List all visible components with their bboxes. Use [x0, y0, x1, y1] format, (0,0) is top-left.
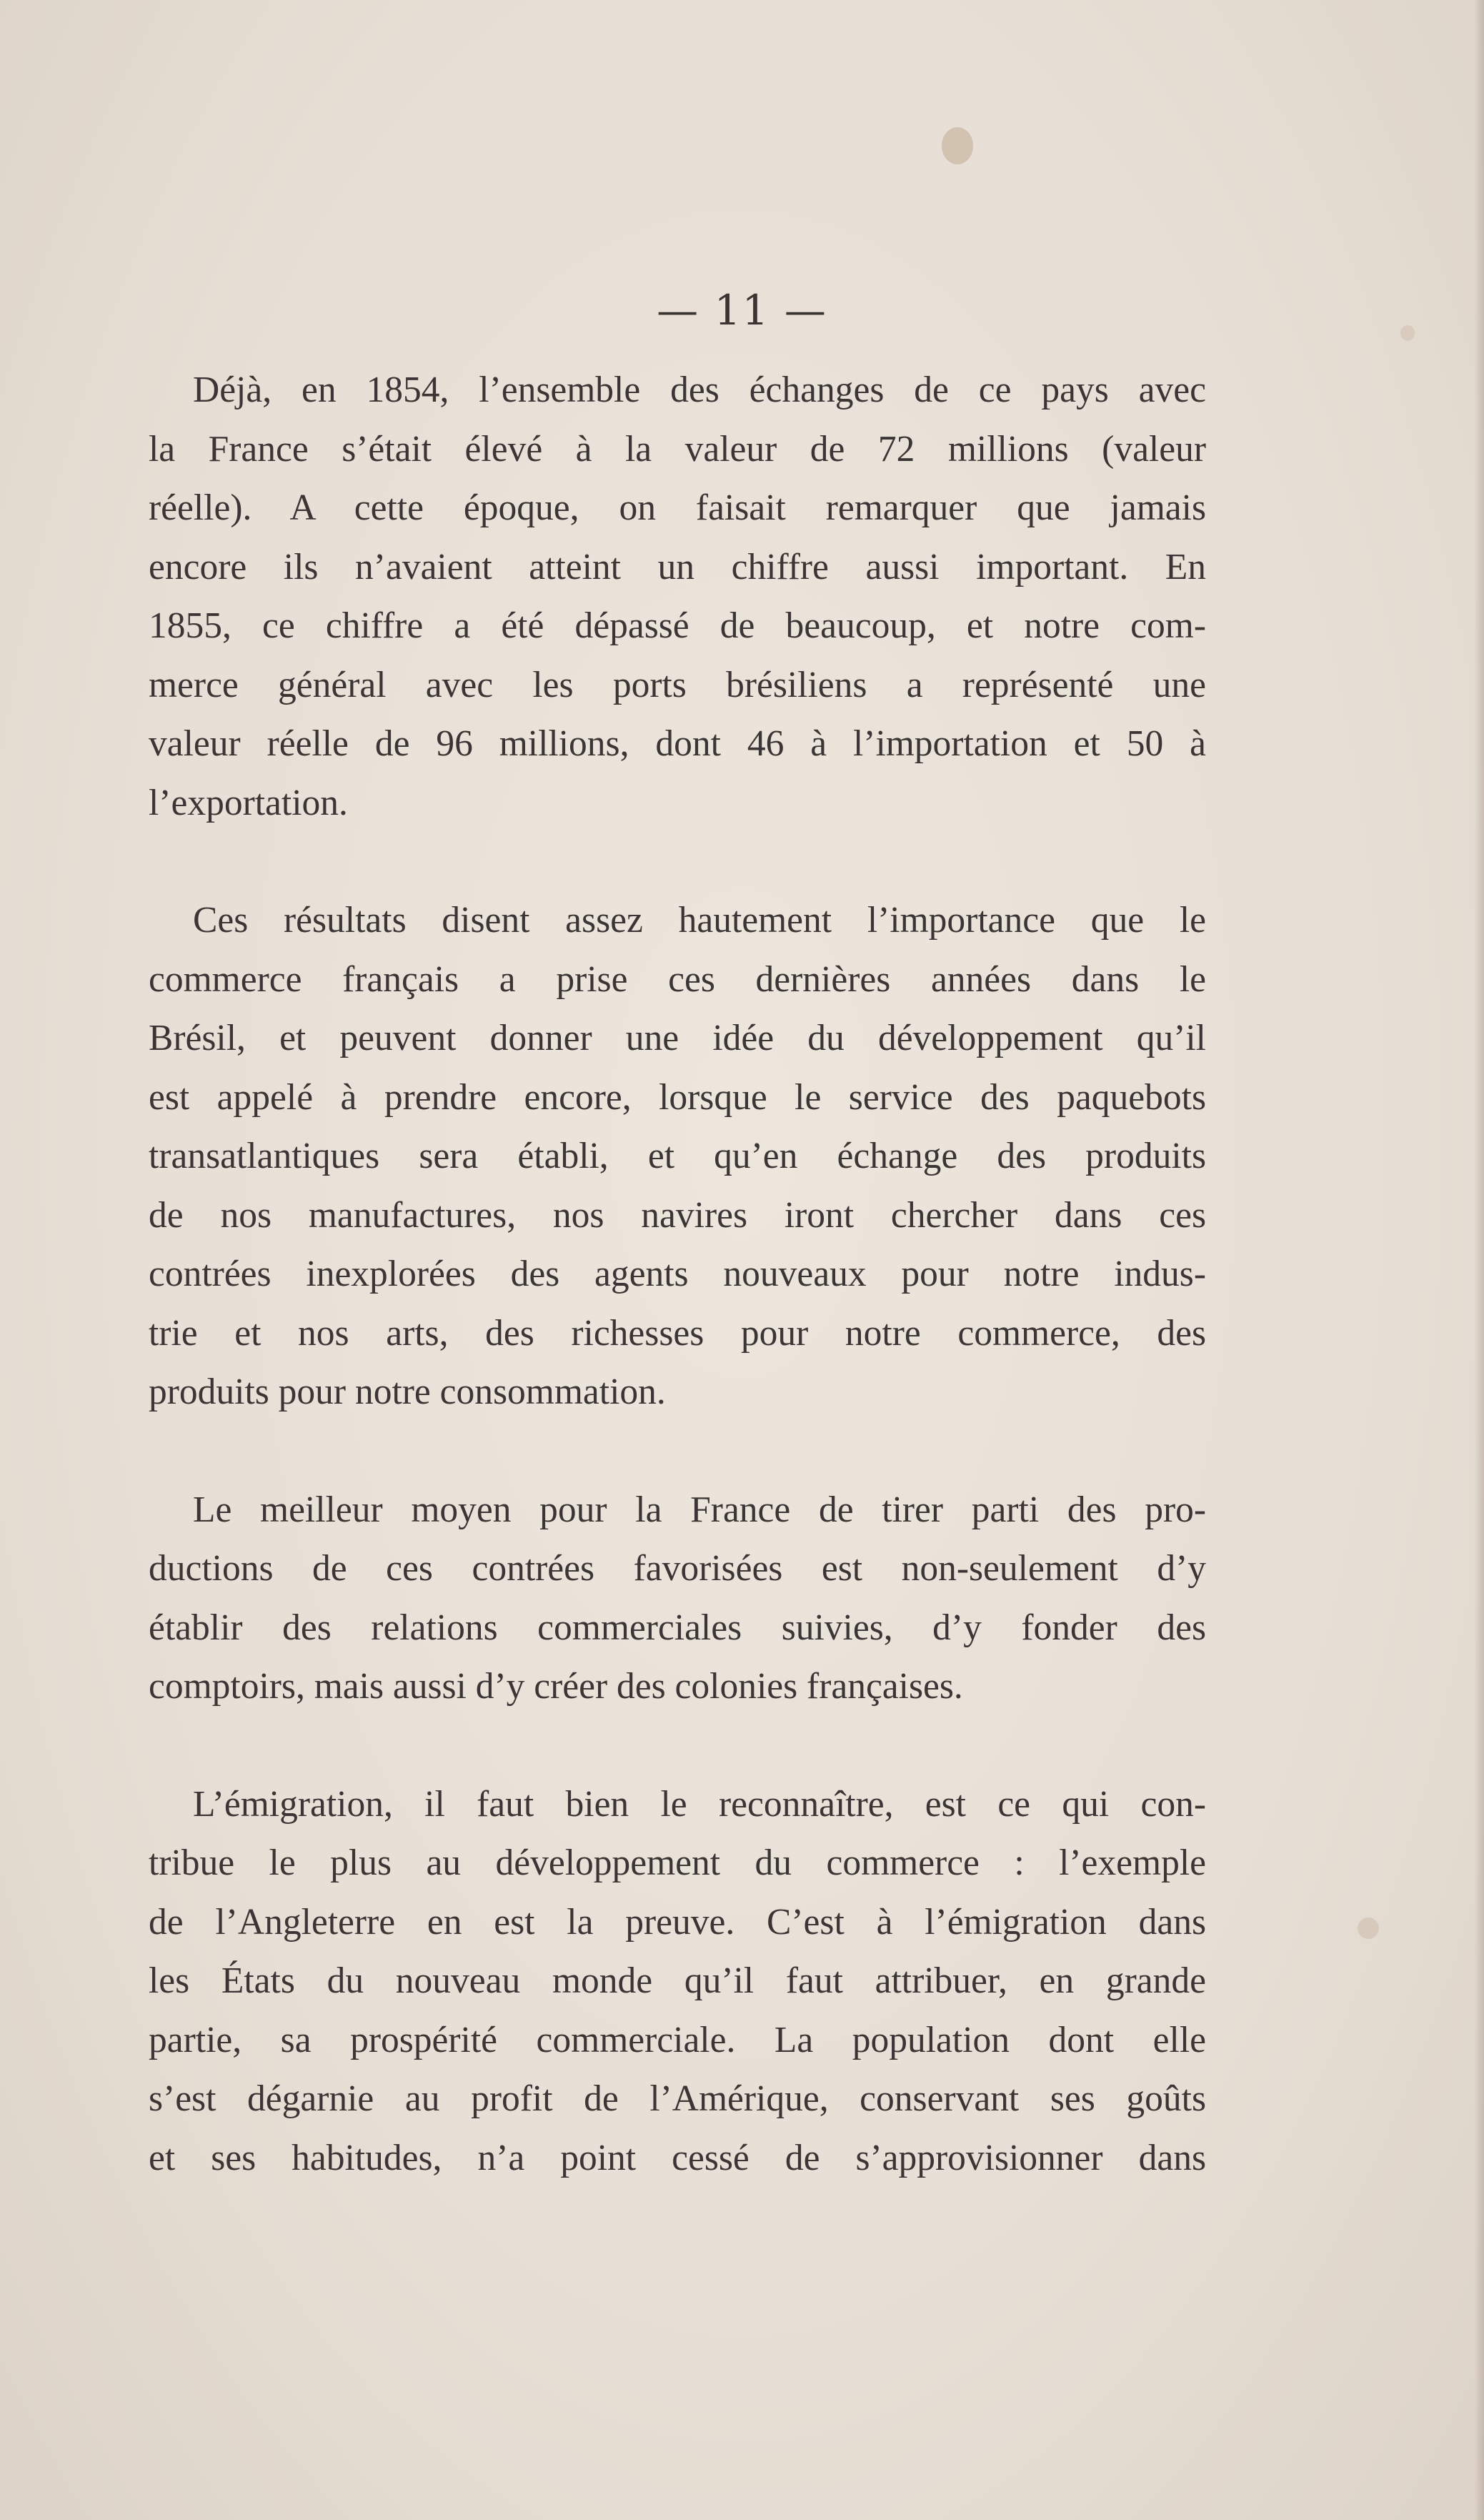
paragraph-3 [149, 1481, 1206, 1717]
text-line: ductions de ces contrées favorisées est non-seulement d’y [149, 1548, 1206, 1589]
text-line: encore ils n’avaient atteint un chiffre aussi important. En [149, 546, 1206, 587]
text-line: contrées inexplorées des agents nouveaux pour notre indus- [149, 1254, 1206, 1294]
page-edge-shadow [1474, 0, 1484, 2520]
text-line: Déjà, en 1854, l’ensemble des échanges de ce pays avec [193, 369, 1206, 410]
paper-stain [942, 127, 973, 164]
text-line: les États du nouveau monde qu’il faut attribuer, en grande [149, 1960, 1206, 2001]
text-line: trie et nos arts, des richesses pour notre commerce, des [149, 1312, 1206, 1354]
text-line: de nos manufactures, nos navires iront chercher dans ces [149, 1194, 1206, 1236]
text-line: est appelé à prendre encore, lorsque le service des paquebots [149, 1076, 1206, 1118]
paragraph-2 [149, 891, 1206, 1422]
text-line: commerce français a prise ces dernières années dans le [149, 958, 1206, 1000]
text-line: comptoirs, mais aussi d’y créer des colonies françaises. [149, 1666, 963, 1707]
text-line: transatlantiques sera établi, et qu’en échange des produits [149, 1136, 1206, 1176]
text-line: l’exportation. [149, 782, 348, 823]
text-line: Ces résultats disent assez hautement l’importance que le [193, 900, 1206, 941]
text-line: s’est dégarnie au profit de l’Amérique, conservant ses goûts [149, 2078, 1206, 2119]
text-line: produits pour notre consommation. [149, 1371, 666, 1412]
text-line: tribue le plus au développement du commerce : l’exemple [149, 1842, 1206, 1883]
text-line: partie, sa prospérité commerciale. La population dont elle [149, 2019, 1206, 2060]
text-line: de l’Angleterre en est la preuve. C’est à l’émigration dans [149, 1901, 1206, 1943]
paragraph-1 [149, 361, 1206, 833]
text-line: 1855, ce chiffre a été dépassé de beaucoup, et notre com- [149, 605, 1206, 646]
page-number: — 11 — [657, 286, 827, 334]
text-line: Brésil, et peuvent donner une idée du développement qu’il [149, 1018, 1206, 1058]
text-line: réelle). A cette époque, on faisait remarquer que jamais [149, 487, 1206, 528]
text-line: valeur réelle de 96 millions, dont 46 à l’importation et 50 à [149, 723, 1206, 764]
body-text [149, 361, 1206, 2246]
text-line: et ses habitudes, n’a point cessé de s’approvisionner dans [149, 2137, 1206, 2178]
paragraph-4 [149, 1775, 1206, 2188]
text-line: merce général avec les ports brésiliens a représenté une [149, 664, 1206, 705]
text-line: L’émigration, il faut bien le reconnaître, est ce qui con- [193, 1783, 1206, 1825]
text-line: la France s’était élevé à la valeur de 72 millions (valeur [149, 428, 1206, 470]
text-line: établir des relations commerciales suivies, d’y fonder des [149, 1607, 1206, 1648]
paper-stain [1358, 1918, 1379, 1939]
text-line: Le meilleur moyen pour la France de tirer parti des pro- [193, 1489, 1206, 1530]
